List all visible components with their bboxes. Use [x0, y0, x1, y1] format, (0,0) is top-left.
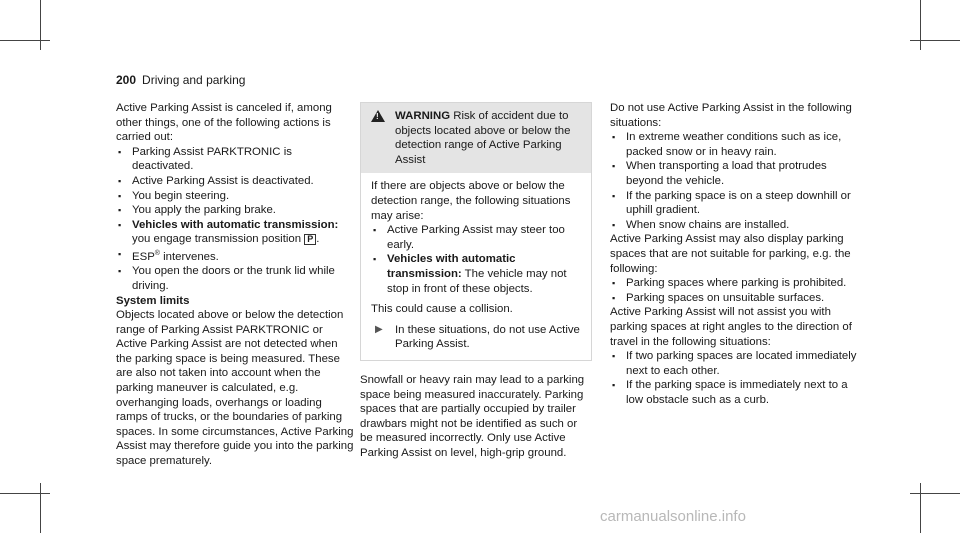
list-item: ▪ Parking spaces on unsuitable surfaces.: [610, 291, 862, 306]
registered-mark: ®: [154, 249, 160, 257]
watermark: carmanualsonline.info: [600, 508, 746, 525]
arrow-right-icon: ▶: [375, 323, 383, 335]
list-item: [116, 218, 354, 247]
list-item: ▪ When snow chains are installed.: [610, 218, 862, 233]
crop-mark: [910, 40, 960, 41]
warning-title: Risk of accident due to objects located above or below the detection range of Active Parking Assist: [395, 110, 571, 166]
list-item: ▪ Parking Assist PARKTRONIC is deactivated.: [116, 145, 354, 174]
cancel-intro: Active Parking Assist is canceled if, among other things, one of the following actions is carried out:: [116, 102, 332, 144]
punctuation: .: [316, 233, 320, 246]
unsuitable-intro: Active Parking Assist may also display parking spaces that are not suitable for parking, e.g. the following:: [610, 233, 851, 275]
do-not-use-intro: Do not use Active Parking Assist in the following situations:: [610, 102, 852, 129]
list-item: ▪ Active Parking Assist is deactivated.: [116, 174, 354, 189]
list-item: ▪ When transporting a load that protrudes beyond the vehicle.: [610, 159, 862, 188]
esp-text: ESP: [132, 250, 155, 263]
warning-header: [361, 103, 591, 173]
column-1: [116, 101, 354, 469]
do-not-use-list: [610, 130, 862, 232]
section-title: Driving and parking: [142, 73, 246, 87]
list-item: ▪ You apply the parking brake.: [116, 203, 354, 218]
auto-transmission-text: The vehicle may not stop in front of these objects.: [387, 267, 567, 295]
list-item: [116, 247, 354, 264]
warning-label: WARNING: [395, 110, 451, 122]
page-header: [116, 73, 245, 87]
auto-transmission-text: you engage transmission position: [132, 233, 302, 246]
cancel-list: [116, 145, 354, 294]
page-number: 200: [116, 73, 137, 87]
list-item: ▪ If the parking space is immediately next to a low obstacle such as a curb.: [610, 378, 862, 407]
section-heading: System limits: [116, 294, 190, 307]
warning-intro: If there are objects above or below the detection range, the following situations may arise:: [371, 180, 571, 222]
crop-mark: [0, 493, 50, 494]
column-3: [610, 101, 862, 407]
limits-paragraph: Objects located above or below the detection range of Parking Assist PARKTRONIC or Active Parking Assist are not detected when the parking space is being measured. These are also not taken into account when the parking maneuver is calculated, e.g. overhanging loads, overhangs or loading ramps of trucks, or the boundaries of parking spaces. In some circumstances, Active Parking Assist may therefore guide you into the parking space prematurely.: [116, 309, 354, 468]
snow-paragraph: Snowfall or heavy rain may lead to a parking space being measured inaccurately. Parking spaces that are partially occupied by trailer drawbars might not be identified as such or be measured incorrectly. Only use Active Parking Assist on level, high-grip ground.: [360, 373, 585, 459]
crop-mark: [920, 0, 921, 50]
warning-body: [361, 173, 591, 360]
column-2: [360, 102, 592, 460]
list-item: ▪ Active Parking Assist may steer too early.: [371, 223, 581, 252]
auto-transmission-label: Vehicles with automatic transmission:: [387, 253, 516, 280]
action-text: In these situations, do not use Active Parking Assist.: [395, 323, 580, 351]
action-instruction: [371, 323, 581, 352]
crop-mark: [920, 483, 921, 533]
auto-transmission-label: Vehicles with automatic transmission:: [132, 218, 339, 231]
list-item: ▪ You open the doors or the trunk lid while driving.: [116, 264, 354, 293]
crop-mark: [40, 483, 41, 533]
list-item: ▪ You begin steering.: [116, 189, 354, 204]
list-item: ▪ If two parking spaces are located immediately next to each other.: [610, 349, 862, 378]
park-gear-icon: P: [304, 234, 316, 245]
right-angle-intro: Active Parking Assist will not assist you with parking spaces at right angles to the direction of travel in the following situations:: [610, 306, 852, 348]
collision-text: This could cause a collision.: [371, 303, 513, 316]
unsuitable-list: [610, 276, 862, 305]
list-item: ▪ In extreme weather conditions such as ice, packed snow or in heavy rain.: [610, 130, 862, 159]
warning-triangle-icon: [371, 110, 385, 122]
crop-mark: [0, 40, 50, 41]
warning-box: [360, 102, 592, 361]
warning-list: [371, 223, 581, 296]
list-item: ▪ Parking spaces where parking is prohibited.: [610, 276, 862, 291]
crop-mark: [910, 493, 960, 494]
crop-mark: [40, 0, 41, 50]
esp-rest: intervenes.: [159, 250, 219, 263]
list-item: [371, 252, 581, 296]
right-angle-list: [610, 349, 862, 407]
list-item: ▪ If the parking space is on a steep downhill or uphill gradient.: [610, 189, 862, 218]
